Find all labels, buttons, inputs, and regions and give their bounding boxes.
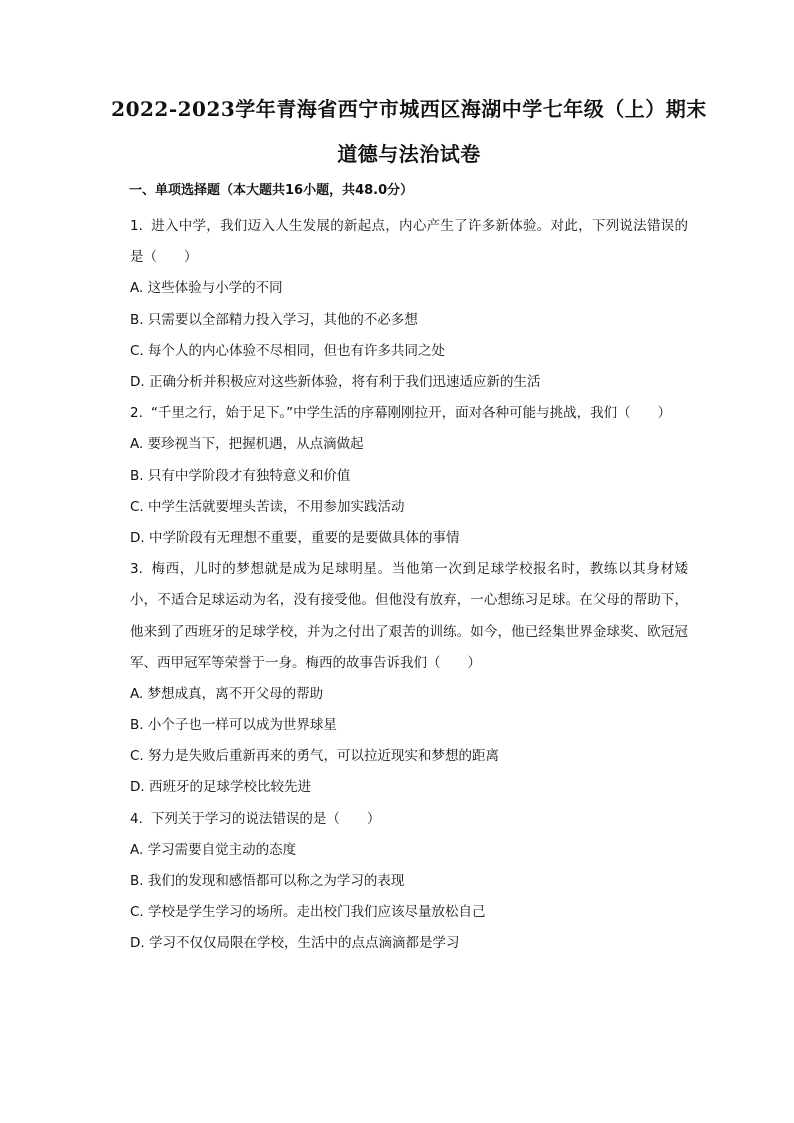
question-stem bbox=[130, 804, 688, 835]
option-a: A. 要珍视当下，把握机遇，从点滴做起 bbox=[130, 436, 364, 453]
question-4 bbox=[130, 804, 688, 960]
question-number: 3. bbox=[130, 561, 143, 578]
option-c: C. 努力是失败后重新再来的勇气，可以拉近现实和梦想的距离 bbox=[130, 748, 500, 765]
question-stem bbox=[130, 211, 688, 273]
question-stem-text: 梅西，儿时的梦想就是成为足球明星。当他第一次到足球学校报名时，教练以其身材矮小，不适合足球运动为名，没有接受他。但他没有放弃，一心想练习足球。在父母的帮助下，他来到了西班牙的足球学校，并为之付出了艰苦的训练。如今，他已经集世界金球奖、欧冠冠军、西甲冠军等荣誉于一身。梅西的故事告诉我们（ ） bbox=[130, 561, 688, 671]
option-d: D. 中学阶段有无理想不重要，重要的是要做具体的事情 bbox=[130, 529, 460, 546]
question-stem-text: 进入中学，我们迈入人生发展的新起点，内心产生了许多新体验。对此，下列说法错误的是（ ） bbox=[130, 218, 688, 266]
option-d: D. 学习不仅仅局限在学校，生活中的点点滴滴都是学习 bbox=[130, 935, 460, 952]
option-a: A. 这些体验与小学的不同 bbox=[130, 280, 283, 297]
option-d: D. 正确分析并积极应对这些新体验，将有利于我们迅速适应新的生活 bbox=[130, 373, 541, 390]
exam-title bbox=[102, 98, 716, 165]
option-b: B. 我们的发现和感悟都可以称之为学习的表现 bbox=[130, 873, 405, 890]
question-stem bbox=[130, 398, 688, 429]
question-2 bbox=[130, 398, 688, 554]
exam-title-line-1: 2022-2023学年青海省西宁市城西区海湖中学七年级（上）期末 bbox=[111, 97, 707, 121]
option-d: D. 西班牙的足球学校比较先进 bbox=[130, 779, 311, 796]
question-list bbox=[130, 211, 688, 960]
exam-title-line-2: 道德与法治试卷 bbox=[337, 142, 481, 166]
question-number: 2. bbox=[130, 405, 143, 422]
question-1 bbox=[130, 211, 688, 398]
question-stem-text: 下列关于学习的说法错误的是（ ） bbox=[150, 810, 381, 827]
option-c: C. 每个人的内心体验不尽相同，但也有许多共同之处 bbox=[130, 342, 446, 359]
option-b: B. 只有中学阶段才有独特意义和价值 bbox=[130, 467, 351, 484]
question-number: 1. bbox=[130, 218, 143, 234]
option-b: B. 只需要以全部精力投入学习，其他的不必多想 bbox=[130, 311, 418, 328]
option-a: A. 学习需要自觉主动的态度 bbox=[130, 841, 297, 858]
option-c: C. 学校是学生学习的场所。走出校门我们应该尽量放松自己 bbox=[130, 904, 486, 921]
question-stem bbox=[130, 554, 688, 679]
section-heading: 一、单项选择题（本大题共16小题，共48.0分） bbox=[129, 183, 414, 198]
option-b: B. 小个子也一样可以成为世界球星 bbox=[130, 717, 337, 734]
option-a: A. 梦想成真，离不开父母的帮助 bbox=[130, 685, 324, 702]
question-3 bbox=[130, 554, 688, 804]
question-number: 4. bbox=[130, 810, 143, 827]
question-stem-text: “千里之行，始于足下。”中学生活的序幕刚刚拉开，面对各种可能与挑战，我们（ ） bbox=[150, 405, 672, 422]
option-c: C. 中学生活就要埋头苦读，不用参加实践活动 bbox=[130, 498, 405, 515]
